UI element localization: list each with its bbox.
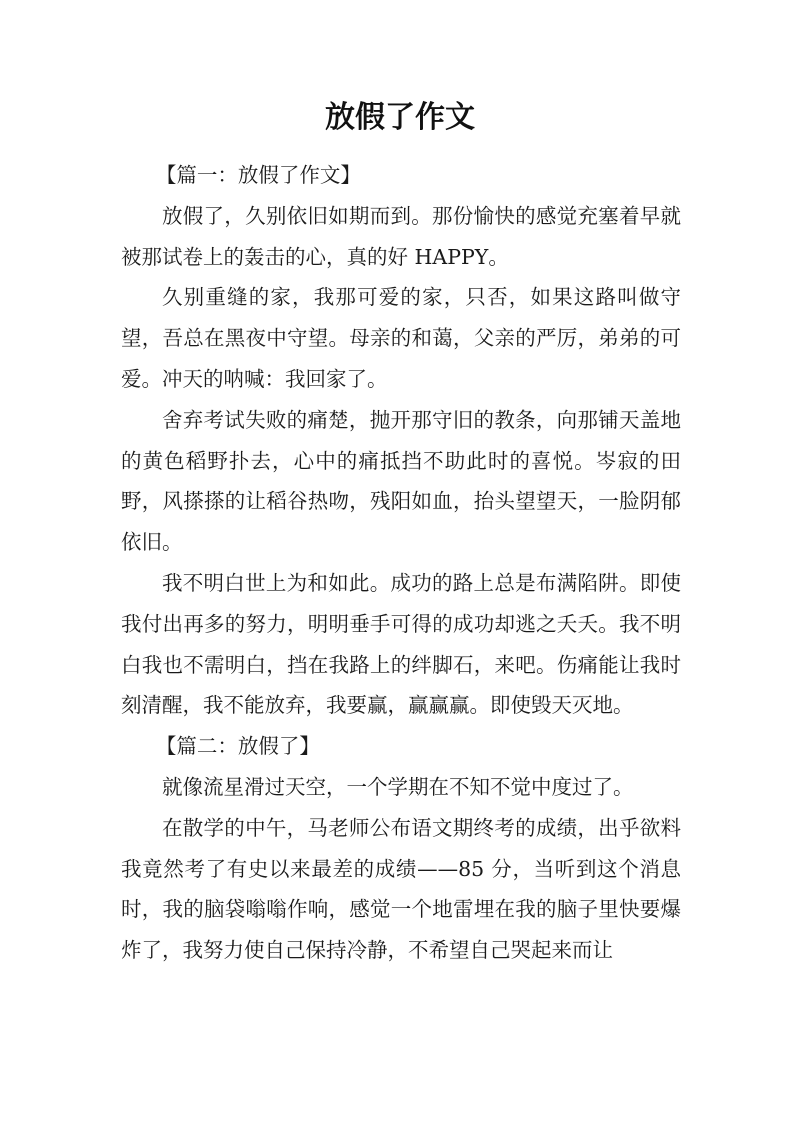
section-heading-2: 【篇二：放假了】 [155,734,320,759]
section-heading-1: 【篇一：放假了作文】 [155,163,361,187]
document-title: 放假了作文 [325,100,475,135]
paragraph: 久别重缝的家，我那可爱的家，只否，如果这路叫做守望，吾总在黑夜中守望。母亲的和蔼，父亲的严厉，弟弟的可爱。冲天的呐喊：我回家了。 [121,285,681,391]
paragraph: 就像流星滑过天空，一个学期在不知不觉中度过了。 [162,774,634,799]
paragraph: 在散学的中午，马老师公布语文期终考的成绩，出乎欲料我竟然考了有史以来最差的成绩——85 分，当听到这个消息时，我的脑袋嗡嗡作响，感觉一个地雷埋在我的脑子里快要爆炸了，我努力使自己保持冷静，不希望自己哭起来而让 [121,815,681,963]
paragraph: 我不明白世上为和如此。成功的路上总是布满陷阱。即使我付出再多的努力，明明垂手可得的成功却逃之夭夭。我不明白我也不需明白，挡在我路上的绊脚石，来吧。伤痛能让我时刻清醒，我不能放弃，我要赢，赢赢赢。即使毁天灭地。 [121,570,681,718]
document-body [121,155,681,971]
paragraph: 放假了，久别依旧如期而到。那份愉快的感觉充塞着早就被那试卷上的轰击的心，真的好 HAPPY。 [121,203,681,269]
paragraph: 舍弃考试失败的痛楚，抛开那守旧的教条，向那铺天盖地的黄色稻野扑去，心中的痛抵挡不助此时的喜悦。岑寂的田野，风搽搽的让稻谷热吻，残阳如血，抬头望望天，一脸阴郁依旧。 [121,407,681,555]
